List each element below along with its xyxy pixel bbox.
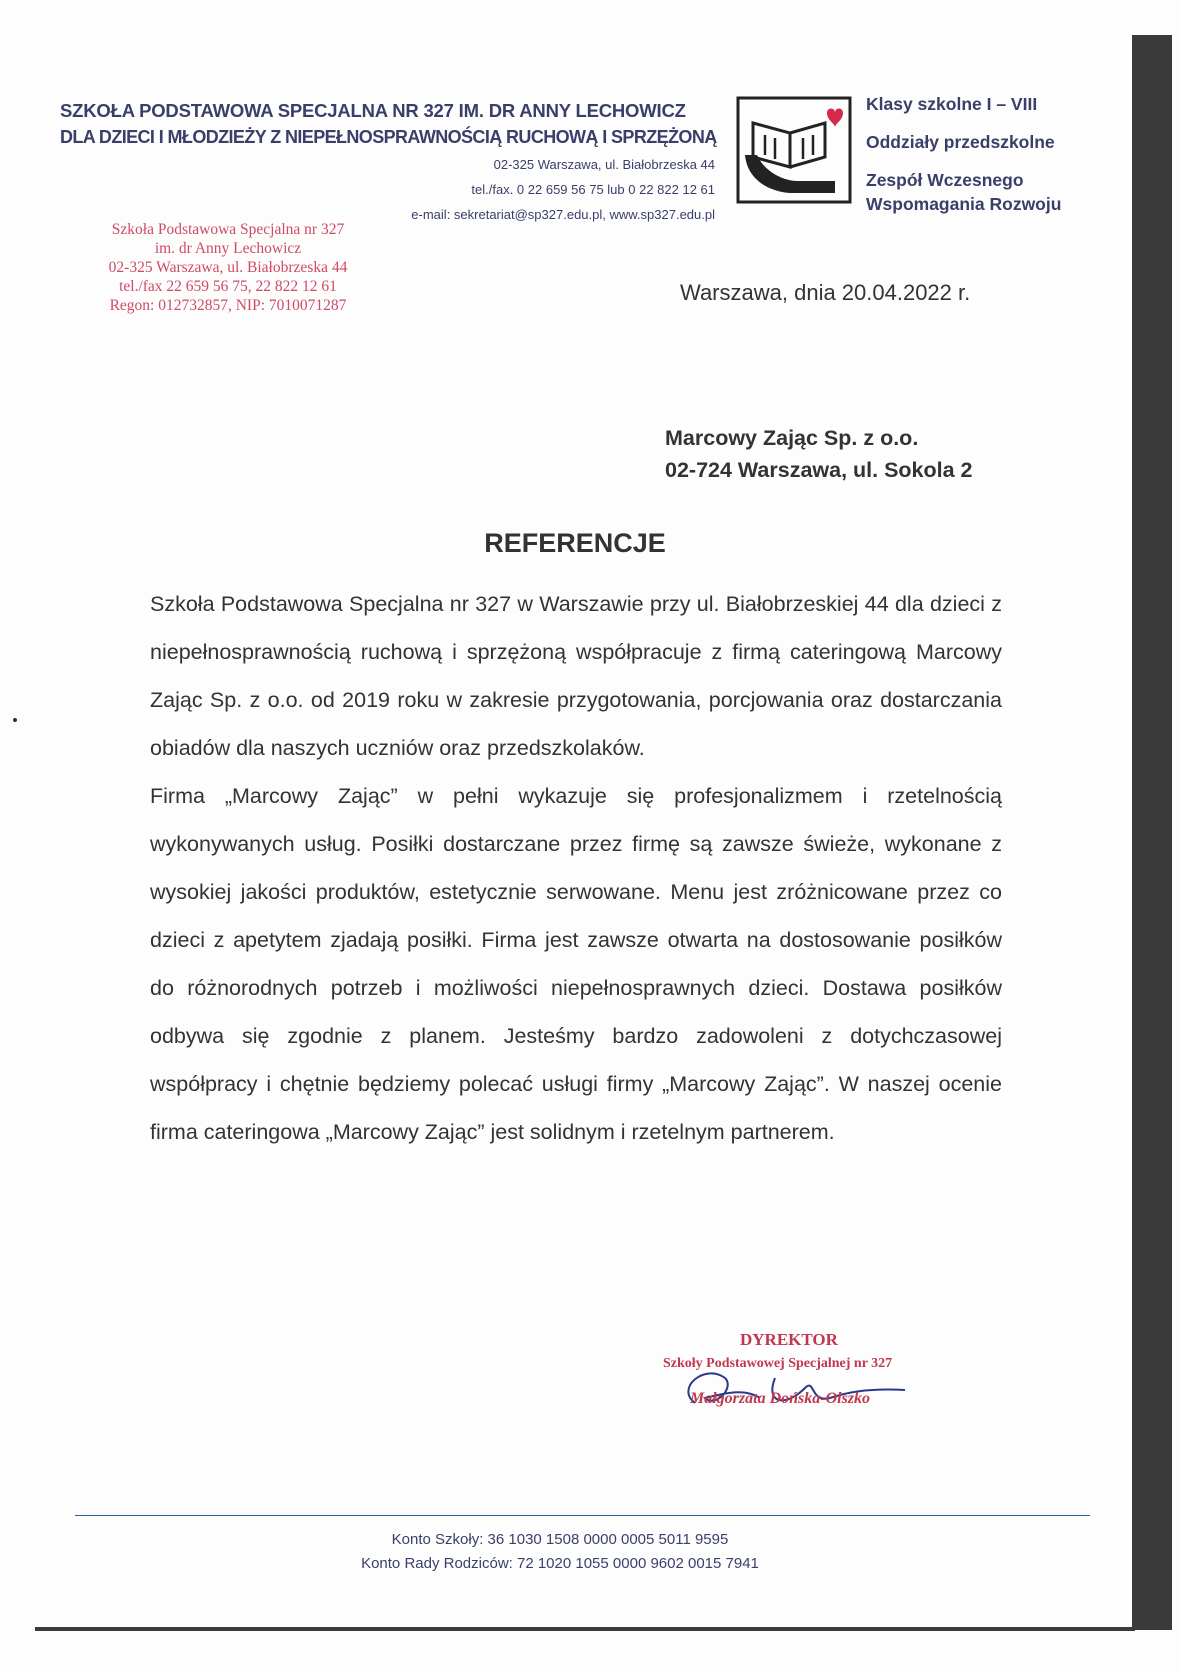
letter-date: Warszawa, dnia 20.04.2022 r. [680, 280, 971, 305]
school-email-web: e-mail: sekretariat@sp327.edu.pl, www.sp327.edu.pl [411, 207, 715, 222]
body-paragraph-2: Firma „Marcowy Zając” w pełni wykazuje się profesjonalizmem i rzetelnością wykonywanych usług. Posiłki dostarczane przez firmę są zawsze świeże, wykonane z wysokiej jakości produktów, estetycznie serwowane. Menu jest zróżnicowane przez co dzieci z apetytem zjadają posiłki. Firma jest zawsze otwarta na dostosowanie posiłków do różnorodnych potrzeb i możliwości niepełnosprawnych dzieci. Dostawa posiłków odbywa się zgodnie z planem. Jesteśmy bardzo zadowoleni z dotychczasowej współpracy i chętnie będziemy polecać usługi firmy „Marcowy Zając”. W naszej ocenie firma cateringowa „Marcowy Zając” jest solidnym i rzetelnym partnerem. [150, 784, 1002, 1144]
school-name-line2: DLA DZIECI I MŁODZIEŻY Z NIEPEŁNOSPRAWNOŚCIĄ RUCHOWĄ I SPRZĘŻONĄ [60, 127, 717, 147]
footer-parents-account: Konto Rady Rodziców: 72 1020 1055 0000 9602 0015 7941 [361, 1555, 759, 1572]
signature-school: Szkoły Podstawowej Specjalnej nr 327 [663, 1356, 893, 1371]
signature-title: DYREKTOR [740, 1330, 838, 1349]
letter-body [150, 580, 1002, 1156]
footer [300, 1528, 820, 1576]
stamp-line5: Regon: 012732857, NIP: 7010071287 [109, 297, 347, 314]
stamp-line2: im. dr Anny Lechowicz [154, 240, 302, 257]
section-classes: Klasy szkolne I – VIII [866, 94, 1038, 114]
open-book-hands-heart-icon [735, 95, 853, 205]
signature-name: Małgorzata Dońska-Olszko [690, 1390, 871, 1407]
scan-speck [13, 718, 17, 722]
school-stamp [78, 220, 378, 315]
recipient-address: 02-724 Warszawa, ul. Sokola 2 [665, 458, 973, 482]
school-contact [380, 152, 715, 227]
school-name-line1: SZKOŁA PODSTAWOWA SPECJALNA NR 327 IM. DR ANNY LECHOWICZ [60, 100, 686, 121]
scan-bottom-edge [35, 1627, 1135, 1631]
scan-edge-shadow [1132, 35, 1172, 1630]
school-phone: tel./fax. 0 22 659 56 75 lub 0 22 822 12 61 [471, 182, 715, 197]
footer-school-account: Konto Szkoły: 36 1030 1508 0000 0005 5011 9595 [391, 1531, 729, 1548]
school-name [60, 98, 720, 150]
document-title: REFERENCJE [484, 528, 666, 558]
footer-divider [75, 1515, 1090, 1516]
school-sections [866, 92, 1116, 230]
stamp-line4: tel./fax 22 659 56 75, 22 822 12 61 [119, 278, 337, 295]
recipient-name: Marcowy Zając Sp. z o.o. [665, 426, 919, 450]
stamp-line1: Szkoła Podstawowa Specjalna nr 327 [111, 221, 345, 238]
school-address: 02-325 Warszawa, ul. Białobrzeska 44 [493, 157, 715, 172]
signature-stamp [655, 1330, 935, 1430]
body-paragraph-1: Szkoła Podstawowa Specjalna nr 327 w Warszawie przy ul. Białobrzeskiej 44 dla dzieci z niepełnosprawnością ruchową i sprzężoną współpracuje z firmą cateringową Marcowy Zając Sp. z o.o. od 2019 roku w zakresie przygotowania, porcjowania oraz dostarczania obiadów dla naszych uczniów oraz przedszkolaków. [150, 592, 1002, 760]
handwritten-signature [665, 1348, 925, 1428]
section-preschool: Oddziały przedszkolne [866, 132, 1055, 152]
section-early-support: Zespół Wczesnego Wspomagania Rozwoju [866, 170, 1062, 214]
stamp-line3: 02-325 Warszawa, ul. Białobrzeska 44 [108, 259, 348, 276]
recipient [665, 422, 1065, 486]
